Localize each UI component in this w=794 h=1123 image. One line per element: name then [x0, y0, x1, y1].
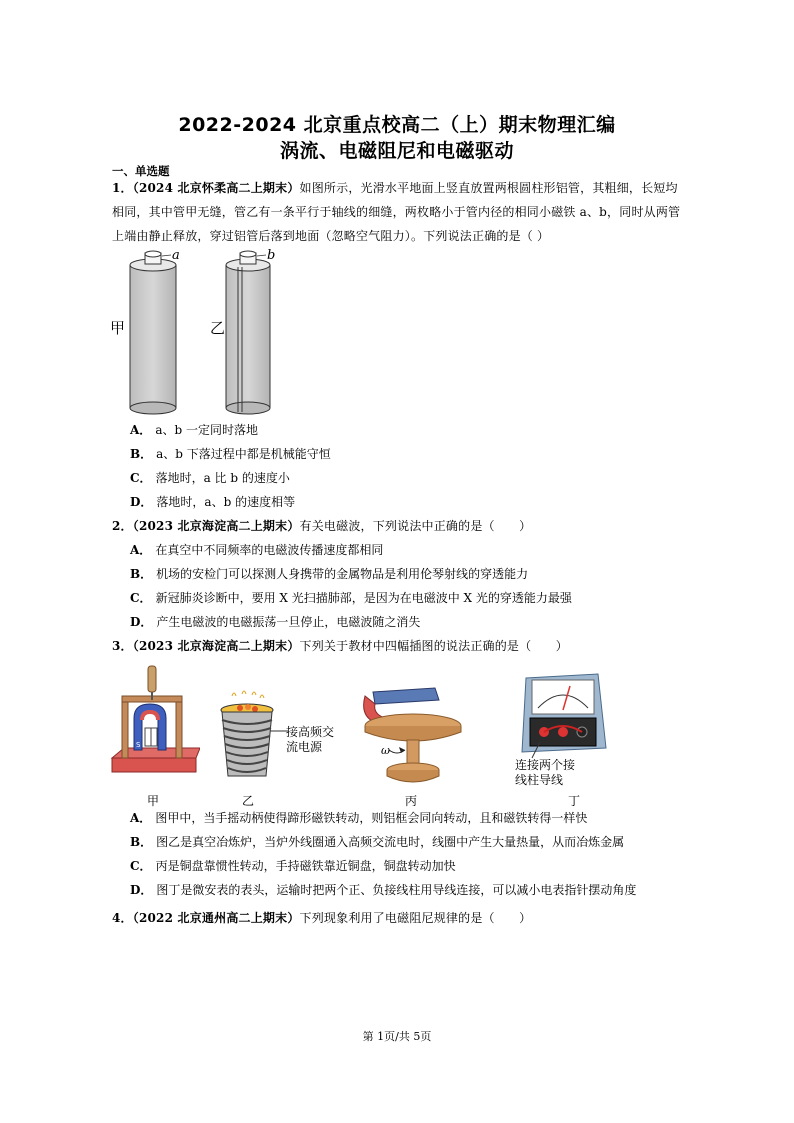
question-text: 有关电磁波，下列说法中正确的是（ ）	[299, 519, 532, 533]
figure-bing-copper-disc	[355, 684, 465, 788]
tube-jia	[130, 251, 176, 414]
question-number: 2．	[112, 519, 133, 533]
q1-option-d[interactable]: D． 落地时，a、b 的速度相等	[130, 495, 296, 509]
question-number: 4．	[112, 911, 133, 925]
figure-label-yi: 乙	[242, 794, 255, 808]
page-footer: 第 1页/共 5页	[362, 1030, 432, 1043]
q3-option-c[interactable]: C． 丙是铜盘靠惯性转动，手持磁铁靠近铜盘，铜盘转动加快	[130, 859, 456, 873]
tube-yi	[226, 251, 270, 414]
question-4	[112, 906, 684, 930]
page-subtitle: 涡流、电磁阻尼和电磁驱动	[279, 140, 514, 162]
q1-option-a[interactable]: A． a、b 一定同时落地	[130, 423, 258, 437]
q1-option-c[interactable]: C． 落地时，a 比 b 的速度小	[130, 471, 290, 485]
figure-label-ding: 丁	[568, 794, 581, 808]
figure-label-jia: 甲	[147, 794, 160, 808]
figure-yi-induction-furnace	[212, 690, 282, 782]
page-title: 2022-2024 北京重点校高二（上）期末物理汇编	[178, 114, 616, 136]
question-number: 1．	[112, 181, 133, 195]
tubes-figure	[105, 250, 305, 420]
question-source: （2022 北京通州高二上期末）	[132, 911, 300, 925]
tube-label-jia: 甲	[110, 319, 126, 337]
question-3	[112, 634, 684, 658]
question-source: （2023 北京海淀高二上期末）	[132, 639, 300, 653]
q2-option-a[interactable]: A． 在真空中不同频率的电磁波传播速度都相同	[130, 543, 384, 557]
question-1	[112, 176, 684, 248]
q2-option-b[interactable]: B． 机场的安检门可以探测人身携带的金属物品是利用伦琴射线的穿透能力	[130, 567, 529, 581]
figure-label-bing: 丙	[405, 794, 418, 808]
figure-jia-crank-magnet	[110, 660, 200, 788]
q1-option-b[interactable]: B． a、b 下落过程中都是机械能守恒	[130, 447, 331, 461]
question-text: 下列现象利用了电磁阻尼规律的是（ ）	[299, 911, 532, 925]
question-source: （2024 北京怀柔高二上期末）	[132, 181, 300, 195]
q2-option-d[interactable]: D． 产生电磁波的电磁振荡一旦停止，电磁波随之消失	[130, 615, 421, 629]
tube-label-yi: 乙	[210, 319, 226, 337]
section-heading: 一、单选题	[112, 164, 170, 178]
svg-text:ω: ω	[381, 744, 390, 757]
magnet-label-b: b	[267, 248, 276, 263]
q3-option-a[interactable]: A． 图甲中，当手摇动柄使得蹄形磁铁转动，则铝框会同向转动，且和磁铁转得一样快	[130, 811, 588, 825]
q3-option-b[interactable]: B． 图乙是真空冶炼炉，当炉外线圈通入高频交流电时，线圈中产生大量热量，从而冶炼金属	[130, 835, 625, 849]
question-source: （2023 北京海淀高二上期末）	[132, 519, 300, 533]
question-number: 3．	[112, 639, 133, 653]
magnet-label-a: a	[172, 248, 180, 263]
svg-text:S: S	[136, 741, 141, 749]
ammeter-annotation: 连接两个接 线柱导线	[515, 758, 576, 787]
question-text: 如图所示，光滑水平地面上竖直放置两根圆柱形铝管，其粗细，长短均相同，其中管甲无缝，管乙有一条平行于轴线的细缝，两枚略小于管内径的相同小磁铁 a、b，同时从两管上端由静止释放，穿过铝管后落到地面（忽略空气阻力）。下列说法正确的是（ ）	[112, 181, 681, 243]
q3-option-d[interactable]: D． 图丁是微安表的表头，运输时把两个正、负接线柱用导线连接，可以减小电表指针摆动角度	[130, 883, 637, 897]
furnace-label: 接高频交 流电源	[286, 725, 335, 754]
q2-option-c[interactable]: C． 新冠肺炎诊断中，要用 X 光扫描肺部，是因为在电磁波中 X 光的穿透能力最强	[130, 591, 572, 605]
question-2	[112, 514, 684, 538]
question-text: 下列关于教材中四幅插图的说法正确的是（ ）	[299, 639, 568, 653]
